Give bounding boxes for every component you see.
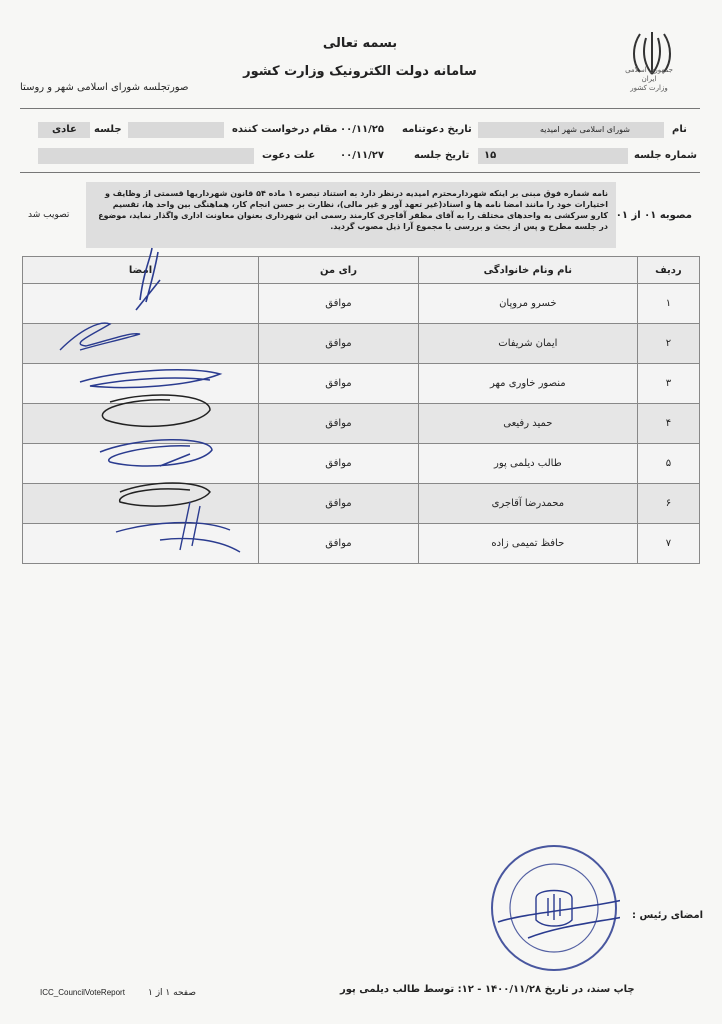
- printed-by-value: طالب دیلمی پور: [340, 984, 421, 995]
- session-date-value: ۰۰/۱۱/۲۷: [340, 150, 384, 161]
- decision-total: ۰۱: [615, 210, 628, 221]
- printed-by-label: توسط: [423, 984, 455, 995]
- row-vote: موافق: [259, 444, 419, 484]
- row-signature: [23, 324, 259, 364]
- row-signature: [23, 524, 259, 564]
- row-name: منصور خاوری مهر: [418, 364, 637, 404]
- row-vote: موافق: [259, 404, 419, 444]
- invitation-date-value: ۰۰/۱۱/۲۵: [340, 124, 384, 135]
- header-vote: رای من: [259, 257, 419, 284]
- report-id: ICC_CouncilVoteReport: [40, 988, 125, 997]
- row-name: حافظ تمیمی زاده: [418, 524, 637, 564]
- name-label: نام: [672, 124, 687, 135]
- print-datetime: ۱۴۰۰/۱۱/۲۸ - ۱۲:: [457, 984, 542, 995]
- row-vote: موافق: [259, 364, 419, 404]
- document-subtitle: صورتجلسه شورای اسلامی شهر و روستا: [20, 82, 189, 93]
- chair-signature-label: امضای رئیس :: [632, 910, 704, 921]
- requester-field: [128, 122, 224, 138]
- row-index: ۲: [637, 324, 699, 364]
- table-row: [23, 524, 700, 564]
- table-row: [23, 444, 700, 484]
- page-info: صفحه ۱ از ۱: [148, 988, 196, 998]
- row-vote: موافق: [259, 524, 419, 564]
- invitation-date-label: تاریخ دعوتنامه: [402, 124, 472, 135]
- decision-block: [22, 182, 700, 248]
- row-index: ۱: [637, 284, 699, 324]
- decision-status: تصویب شد: [28, 210, 70, 220]
- row-vote: موافق: [259, 284, 419, 324]
- header-index: ردیف: [637, 257, 699, 284]
- row-index: ۵: [637, 444, 699, 484]
- row-signature: [23, 444, 259, 484]
- requester-label: مقام درخواست کننده: [232, 124, 338, 135]
- decision-of-label: از: [631, 210, 641, 221]
- row-signature: [23, 284, 259, 324]
- decision-text: نامه شماره فوق مبنی بر اینکه شهردارمحترم امیدیه درنظر دارد به استناد تبصره ۱ ماده ۵۴ قانون شهرداریها قسمتی از وظایف و اختیارات خود را مانند امضا نامه ها و اسناد(غیر تعهد آور و غیر مالی)، نظارت بر حسن انجام کار، هماهنگی بین واحد ها، تقسیم کارو سرکشی به واحدهای مختلف را به آقای مظفر آقاجری کارمند رسمی این شهرداری بعنوان معاونت اداری واگذار نماید، موضوع در جلسه مطرح و پس از بحث و بررسی با مجموع آرا ذیل مصوب گردید.: [86, 182, 616, 248]
- session-type-value: عادی: [52, 124, 77, 135]
- row-vote: موافق: [259, 324, 419, 364]
- row-name: محمدرضا آقاجری: [418, 484, 637, 524]
- header-signature: امضا: [23, 257, 259, 284]
- header-name: نام ونام خانوادگی: [418, 257, 637, 284]
- row-index: ۷: [637, 524, 699, 564]
- session-date-label: تاریخ جلسه: [414, 150, 470, 161]
- table-row: [23, 324, 700, 364]
- decision-counter: [616, 210, 692, 221]
- official-seal-icon: [488, 842, 620, 974]
- decision-label: مصوبه: [659, 210, 692, 221]
- row-signature: [23, 364, 259, 404]
- table-row: [23, 404, 700, 444]
- row-name: حمید رفیعی: [418, 404, 637, 444]
- row-signature: [23, 484, 259, 524]
- session-label: جلسه: [94, 124, 122, 135]
- system-title: سامانه دولت الکترونیک وزارت کشور: [243, 64, 477, 79]
- meta-divider: [20, 172, 700, 173]
- row-name: ایمان شریفات: [418, 324, 637, 364]
- header-divider: [20, 108, 700, 109]
- table-row: [23, 484, 700, 524]
- members-vote-table: [22, 256, 700, 564]
- table-row: [23, 284, 700, 324]
- row-index: ۳: [637, 364, 699, 404]
- session-number-field: [478, 148, 628, 164]
- row-name: خسرو مروپان: [418, 284, 637, 324]
- row-index: ۶: [637, 484, 699, 524]
- row-vote: موافق: [259, 484, 419, 524]
- row-index: ۴: [637, 404, 699, 444]
- decision-number: ۰۱: [644, 210, 657, 221]
- emblem-caption: جمهوری اسلامی ایران وزارت کشور: [625, 66, 673, 92]
- print-label: چاپ سند، در تاریخ: [544, 984, 635, 995]
- row-name: طالب دیلمی پور: [418, 444, 637, 484]
- print-info: [340, 984, 635, 995]
- row-signature: [23, 404, 259, 444]
- invitation-reason-label: علت دعوت: [262, 150, 316, 161]
- invitation-reason-field: [38, 148, 254, 164]
- bismillah-heading: بسمه تعالی: [322, 36, 398, 51]
- name-value: شورای اسلامی شهر امیدیه: [540, 125, 630, 134]
- session-number-label: شماره جلسه: [634, 150, 697, 161]
- session-number-value: ۱۵: [484, 150, 497, 161]
- table-row: [23, 364, 700, 404]
- table-header-row: [23, 257, 700, 284]
